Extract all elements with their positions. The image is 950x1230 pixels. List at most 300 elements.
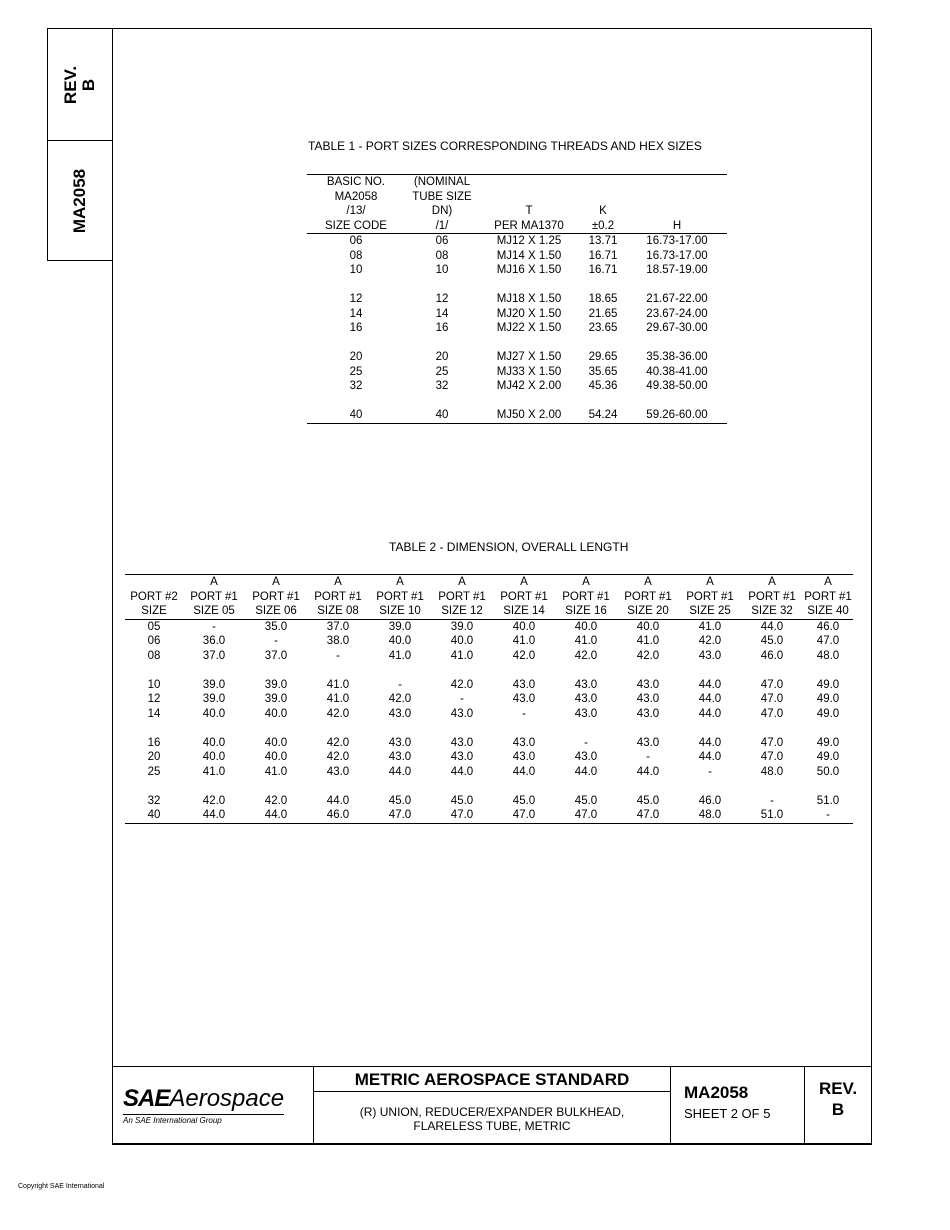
table1-cell: MJ33 X 1.50	[496, 365, 562, 378]
table1-header-cell: (NOMINAL	[413, 176, 471, 188]
table2-header-cell: A	[706, 576, 714, 588]
table2-cell: -	[803, 808, 853, 823]
table1-row	[307, 307, 727, 322]
table2-cell: 41.0	[326, 693, 350, 705]
table1-cell: 18.57-19.00	[646, 264, 708, 276]
table1-cell: 14	[349, 307, 363, 320]
table1-header-row	[307, 175, 727, 190]
table2-cell: 43.0	[574, 693, 598, 705]
table2-cell: 47.0	[555, 808, 617, 823]
table2-cell: 49.0	[816, 707, 840, 720]
table2-cell: 42.0	[202, 794, 226, 807]
table2-header-cell: A	[520, 576, 528, 588]
table1-group-spacer	[307, 278, 727, 293]
table1-cell: 06	[435, 235, 449, 247]
table2-cell: 41.0	[388, 649, 412, 662]
table2-cell: 40.0	[202, 707, 226, 720]
table1-title: TABLE 1 - PORT SIZES CORRESPONDING THREADS AND HEX SIZES	[308, 139, 702, 153]
table2-group-spacer	[125, 721, 853, 736]
table2-cell: 47.0	[617, 808, 679, 823]
table2-header	[125, 575, 853, 620]
table2-cell: 49.0	[816, 751, 840, 763]
table2-header-cell: SIZE 32	[741, 604, 803, 619]
side-docnum-box	[47, 140, 113, 261]
table2-cell: 43.0	[388, 707, 412, 720]
rev-cell	[804, 1066, 872, 1145]
table1-cell: 10	[435, 264, 449, 276]
table2-cell: 43.0	[388, 751, 412, 763]
table1-cell: MJ27 X 1.50	[496, 351, 562, 363]
table2-cell: 45.0	[388, 794, 412, 807]
table2-group-spacer	[125, 663, 853, 678]
table1-cell: 23.67-24.00	[646, 307, 708, 320]
table2-header-row	[125, 575, 853, 590]
table2-header-cell: A	[396, 576, 404, 588]
sae-aerospace-logo	[123, 1085, 284, 1125]
table2-cell: 44.0	[388, 765, 412, 778]
table1-cell: 29.65	[588, 351, 618, 363]
table2-header-cell: PORT #1	[438, 590, 486, 603]
table2-header-cell: A	[272, 576, 280, 588]
table1-cell: 40.38-41.00	[646, 365, 708, 378]
table1-header-row	[307, 204, 727, 219]
table2-cell: 41.0	[636, 635, 660, 647]
table2-cell: 44.0	[326, 794, 350, 807]
table2-cell: 44.0	[245, 808, 307, 823]
table2-cell: 44.0	[698, 693, 722, 705]
table1-cell: MJ12 X 1.25	[496, 235, 562, 247]
table2-cell: 40.0	[264, 707, 288, 720]
table2-cell: -	[770, 794, 774, 807]
table2-cell: 41.0	[326, 678, 350, 691]
table2-cell: 47.0	[816, 635, 840, 647]
table2-cell: 43.0	[574, 678, 598, 691]
table1-cell: 40	[405, 408, 479, 423]
side-rev-text	[62, 65, 98, 103]
logo-cell	[112, 1066, 314, 1145]
table1-cell: 08	[349, 249, 363, 262]
table2-cell: 44.0	[760, 620, 784, 633]
table2-cell: 48.0	[679, 808, 741, 823]
table2-cell: 45.0	[636, 794, 660, 807]
table1-cell: MJ42 X 2.00	[496, 380, 562, 392]
table2-cell: 42.0	[636, 649, 660, 662]
table1-row	[307, 379, 727, 394]
table2-cell: 37.0	[326, 620, 350, 633]
table2-cell: 43.0	[636, 678, 660, 691]
table1-row	[307, 408, 727, 423]
table2-cell: 43.0	[574, 751, 598, 763]
table2-cell: 48.0	[816, 649, 840, 662]
table1-row	[307, 292, 727, 307]
title-block	[112, 1066, 872, 1145]
table2-cell: -	[212, 620, 216, 633]
table2-cell: 44.0	[183, 808, 245, 823]
table2-cell: 41.0	[574, 635, 598, 647]
table2-cell: 44.0	[636, 765, 660, 778]
table2-cell: 47.0	[760, 678, 784, 691]
table2-cell: 41.0	[202, 765, 226, 778]
table1-cell: 35.38-36.00	[646, 351, 708, 363]
table2-header-cell: A	[644, 576, 652, 588]
table2-cell: 42.0	[698, 635, 722, 647]
table1-row	[307, 249, 727, 264]
table1-cell: 21.67-22.00	[646, 293, 708, 305]
table2-cell: 43.0	[326, 765, 350, 778]
table2-header-cell: A	[824, 576, 832, 588]
table1-cell: 06	[349, 235, 363, 247]
table2-cell: 43.0	[512, 736, 536, 749]
table1-header-cell: SIZE CODE	[307, 219, 405, 234]
table1-cell: 21.65	[588, 307, 618, 320]
table2-cell: 47.0	[369, 808, 431, 823]
table2-cell: 44.0	[698, 736, 722, 749]
table1-cell: 59.26-60.00	[627, 408, 727, 423]
table2-cell: 47.0	[760, 751, 784, 763]
table2-cell: 47.0	[493, 808, 555, 823]
table2-cell: 06	[147, 635, 161, 647]
table2-cell: 40.0	[636, 620, 660, 633]
table2-header-cell: SIZE 16	[555, 604, 617, 619]
table2-cell: 40.0	[574, 620, 598, 633]
side-rev-box	[47, 28, 113, 141]
table2-row	[125, 619, 853, 634]
table1-cell: 29.67-30.00	[646, 322, 708, 334]
table2-cell: 40.0	[450, 635, 474, 647]
table1-cell: 35.65	[588, 365, 618, 378]
standard-title: METRIC AEROSPACE STANDARD	[354, 1070, 630, 1089]
table1-header-cell: H	[627, 219, 727, 234]
side-rev-value: B	[79, 78, 98, 91]
table1	[307, 174, 727, 424]
table2-header-cell: PORT #1	[190, 590, 238, 603]
table1-cell: 12	[349, 293, 363, 305]
table2-cell: 40.0	[512, 620, 536, 633]
table1-header-cell: K	[599, 205, 607, 217]
table2-cell: 49.0	[816, 693, 840, 705]
table1-header-cell: BASIC NO.	[326, 176, 386, 188]
table2-cell: 43.0	[698, 649, 722, 662]
table2-header-cell	[125, 575, 183, 590]
table1-header-cell	[627, 204, 727, 219]
table1-header-cell: PER MA1370	[479, 219, 579, 234]
table1-header-cell: /13/	[346, 205, 366, 217]
table2-row	[125, 649, 853, 664]
doc-number: MA2058	[684, 1083, 749, 1102]
table2-cell: -	[708, 765, 712, 778]
table2-cell: 44.0	[698, 751, 722, 763]
table2-cell: 45.0	[512, 794, 536, 807]
table2-cell: 43.0	[450, 736, 474, 749]
table1-header-cell: TUBE SIZE	[412, 190, 472, 203]
table1-header-cell: T	[525, 205, 533, 217]
table1-cell: 16	[435, 322, 449, 334]
table2-cell: 39.0	[264, 678, 288, 691]
table2-cell: 16	[147, 736, 161, 749]
table2-cell: 42.0	[326, 751, 350, 763]
table1-cell: MJ20 X 1.50	[496, 307, 562, 320]
table2-body	[125, 619, 853, 823]
table2-cell: 36.0	[202, 635, 226, 647]
table1-cell: 40	[307, 408, 405, 423]
table1-cell: 32	[349, 380, 363, 392]
table2-header-cell: A	[334, 576, 342, 588]
table2-header-cell: PORT #1	[500, 590, 548, 603]
table2-cell: 43.0	[636, 736, 660, 749]
table2-row	[125, 634, 853, 649]
table2-cell: 44.0	[574, 765, 598, 778]
table2-row	[125, 750, 853, 765]
table2-cell: 32	[147, 794, 161, 807]
table1-cell: 20	[349, 351, 363, 363]
table2-cell: 45.0	[574, 794, 598, 807]
sheet-number: SHEET 2 OF 5	[684, 1106, 771, 1121]
table2-row	[125, 678, 853, 693]
table1-header-cell	[479, 190, 579, 205]
logo-brand: SAE	[123, 1085, 170, 1112]
table1-cell: 16.71	[588, 264, 618, 276]
description-line1: (R) UNION, REDUCER/EXPANDER BULKHEAD,	[359, 1105, 625, 1119]
table1-header	[307, 175, 727, 234]
table2-cell: 43.0	[636, 707, 660, 720]
table2-header-cell: SIZE	[125, 604, 183, 619]
table1-cell: MJ22 X 1.50	[496, 322, 562, 334]
table1-row	[307, 350, 727, 365]
table2-row	[125, 692, 853, 707]
table2-header-cell: PORT #1	[686, 590, 734, 603]
table2-cell: 40.0	[264, 751, 288, 763]
table2-cell: 43.0	[512, 751, 536, 763]
table2-header-cell: SIZE 14	[493, 604, 555, 619]
table2-cell: 35.0	[264, 620, 288, 633]
table1-group-spacer	[307, 394, 727, 409]
table2-cell: 46.0	[816, 620, 840, 633]
table2-cell: 40.0	[264, 736, 288, 749]
table2-cell: 37.0	[202, 649, 226, 662]
table2-header-cell: SIZE 20	[617, 604, 679, 619]
table1-header-row	[307, 190, 727, 205]
table2-cell: 43.0	[450, 751, 474, 763]
table2-cell: 43.0	[388, 736, 412, 749]
table2-cell: 14	[147, 707, 161, 720]
table2-cell: 39.0	[388, 620, 412, 633]
table2-cell: 40	[125, 808, 183, 823]
table2-cell: 49.0	[816, 736, 840, 749]
table1-cell: 16.73-17.00	[646, 249, 708, 262]
table2-cell: -	[522, 707, 526, 720]
table1-cell: 16	[349, 322, 363, 334]
side-doc-number: MA2058	[70, 168, 89, 233]
table2-cell: 08	[147, 649, 161, 662]
table1-cell: 23.65	[588, 322, 618, 334]
table1-header-cell	[627, 190, 727, 205]
table2-cell: 44.0	[698, 707, 722, 720]
table2-row	[125, 794, 853, 809]
table1-cell: MJ50 X 2.00	[479, 408, 579, 423]
table1-cell: 18.65	[588, 293, 618, 305]
table2-cell: -	[460, 693, 464, 705]
copyright-notice: Copyright SAE International	[18, 1183, 105, 1190]
rev-label: REV.	[818, 1079, 858, 1098]
table2-cell: 41.0	[264, 765, 288, 778]
logo-word: Aerospace	[169, 1085, 285, 1112]
table2-group-spacer	[125, 779, 853, 794]
table2-cell: 44.0	[450, 765, 474, 778]
table2-header-cell: A	[768, 576, 776, 588]
table1-cell: 12	[435, 293, 449, 305]
table2-header-cell: PORT #2	[130, 590, 178, 603]
table1-cell: 25	[435, 365, 449, 378]
table2-cell: 51.0	[816, 794, 840, 807]
table2-cell: 49.0	[816, 678, 840, 691]
table2-cell: 12	[147, 693, 161, 705]
docnum-cell	[670, 1066, 805, 1145]
table2-cell: 39.0	[450, 620, 474, 633]
table2-cell: 05	[147, 620, 161, 633]
table1-cell: 54.24	[579, 408, 627, 423]
table2-cell: 42.0	[264, 794, 288, 807]
table2-header-cell: PORT #1	[624, 590, 672, 603]
table2-cell: 41.0	[450, 649, 474, 662]
table1-row	[307, 234, 727, 249]
table2-row	[125, 707, 853, 722]
table2-header-cell: PORT #1	[252, 590, 300, 603]
table2-cell: 39.0	[202, 693, 226, 705]
table2-header-cell: PORT #1	[562, 590, 610, 603]
table1-cell: 20	[435, 351, 449, 363]
table2-cell: 43.0	[512, 678, 536, 691]
table2-row	[125, 765, 853, 780]
table1-cell: 45.36	[588, 380, 618, 392]
table1-row	[307, 365, 727, 380]
table2-cell: 40.0	[202, 751, 226, 763]
table1-cell: 25	[349, 365, 363, 378]
table2-header-cell: SIZE 10	[369, 604, 431, 619]
table2-header-cell: A	[582, 576, 590, 588]
table2	[125, 574, 853, 824]
table1-cell: MJ18 X 1.50	[496, 293, 562, 305]
table1-header-cell: ±0.2	[579, 219, 627, 234]
table1-header-cell	[579, 190, 627, 205]
table2-cell: 20	[147, 751, 161, 763]
table2-cell: 39.0	[202, 678, 226, 691]
table2-cell: 42.0	[326, 736, 350, 749]
table2-cell: 47.0	[760, 736, 784, 749]
table2-header-cell: A	[458, 576, 466, 588]
table2-header-cell: SIZE 06	[245, 604, 307, 619]
table1-header-row	[307, 219, 727, 234]
table2-cell: 46.0	[760, 649, 784, 662]
table2-cell: 46.0	[698, 794, 722, 807]
side-rev-label: REV.	[61, 65, 80, 104]
table1-cell: MJ14 X 1.50	[496, 249, 562, 262]
table2-cell: 48.0	[760, 765, 784, 778]
rev-value: B	[831, 1100, 845, 1119]
table1-header-cell: /1/	[405, 219, 479, 234]
table2-cell: 45.0	[760, 635, 784, 647]
table2-cell: 42.0	[388, 693, 412, 705]
table2-cell: 51.0	[741, 808, 803, 823]
table2-cell: 42.0	[574, 649, 598, 662]
logo-subtitle: An SAE International Group	[123, 1114, 284, 1125]
table2-cell: 44.0	[698, 678, 722, 691]
table2-header-row	[125, 590, 853, 605]
table2-header-cell: SIZE 05	[183, 604, 245, 619]
table1-cell: 10	[349, 264, 363, 276]
table2-header-cell: PORT #1	[748, 590, 796, 603]
table2-row	[125, 808, 853, 823]
table2-cell: 43.0	[512, 693, 536, 705]
table1-cell: 08	[435, 249, 449, 262]
table1-cell: 16.73-17.00	[646, 235, 708, 247]
table2-cell: 42.0	[512, 649, 536, 662]
description-line2: FLARELESS TUBE, METRIC	[413, 1119, 571, 1133]
table2-cell: 43.0	[574, 707, 598, 720]
table2-cell: 43.0	[636, 693, 660, 705]
table1-cell: 16.71	[588, 249, 618, 262]
table2-cell: 41.0	[698, 620, 722, 633]
table2-header-cell: PORT #1	[804, 590, 852, 603]
description-cell	[313, 1091, 671, 1145]
table2-cell: 42.0	[450, 678, 474, 691]
table2-header-row	[125, 604, 853, 619]
table2-cell: 40.0	[202, 736, 226, 749]
table2-cell: 39.0	[264, 693, 288, 705]
table2-cell: 50.0	[816, 765, 840, 778]
table1-header-cell	[627, 175, 727, 190]
table2-cell: -	[646, 751, 650, 763]
table2-header-cell: A	[210, 576, 218, 588]
table1-cell: 32	[435, 380, 449, 392]
table2-row	[125, 736, 853, 751]
table2-cell: 38.0	[326, 635, 350, 647]
table2-cell: 10	[147, 678, 161, 691]
table1-cell: 49.38-50.00	[646, 380, 708, 392]
table2-cell: -	[398, 678, 402, 691]
table2-cell: 47.0	[760, 693, 784, 705]
table2-header-cell: SIZE 40	[803, 604, 853, 619]
table2-header-cell: SIZE 08	[307, 604, 369, 619]
table1-header-cell: MA2058	[334, 190, 378, 203]
table2-cell: 25	[147, 765, 161, 778]
table2-cell: 37.0	[264, 649, 288, 662]
table1-body	[307, 234, 727, 424]
table2-cell: 46.0	[307, 808, 369, 823]
table1-cell: 13.71	[588, 235, 618, 247]
table1-header-cell: DN)	[431, 205, 453, 217]
table1-header-cell	[479, 175, 579, 190]
table1-cell: MJ16 X 1.50	[496, 264, 562, 276]
table2-cell: -	[274, 635, 278, 647]
table2-cell: 43.0	[450, 707, 474, 720]
table2-header-cell: PORT #1	[376, 590, 424, 603]
table2-cell: -	[336, 649, 340, 662]
table2-cell: 45.0	[450, 794, 474, 807]
table2-title: TABLE 2 - DIMENSION, OVERALL LENGTH	[389, 540, 629, 554]
standard-title-cell	[313, 1066, 671, 1092]
table2-cell: 42.0	[326, 707, 350, 720]
table2-header-cell: SIZE 12	[431, 604, 493, 619]
table2-header-cell: SIZE 25	[679, 604, 741, 619]
table2-cell: 40.0	[388, 635, 412, 647]
table2-cell: 47.0	[431, 808, 493, 823]
table1-group-spacer	[307, 336, 727, 351]
table2-cell: -	[584, 736, 588, 749]
table1-row	[307, 321, 727, 336]
table2-cell: 44.0	[512, 765, 536, 778]
table1-header-cell	[579, 175, 627, 190]
table1-row	[307, 263, 727, 278]
